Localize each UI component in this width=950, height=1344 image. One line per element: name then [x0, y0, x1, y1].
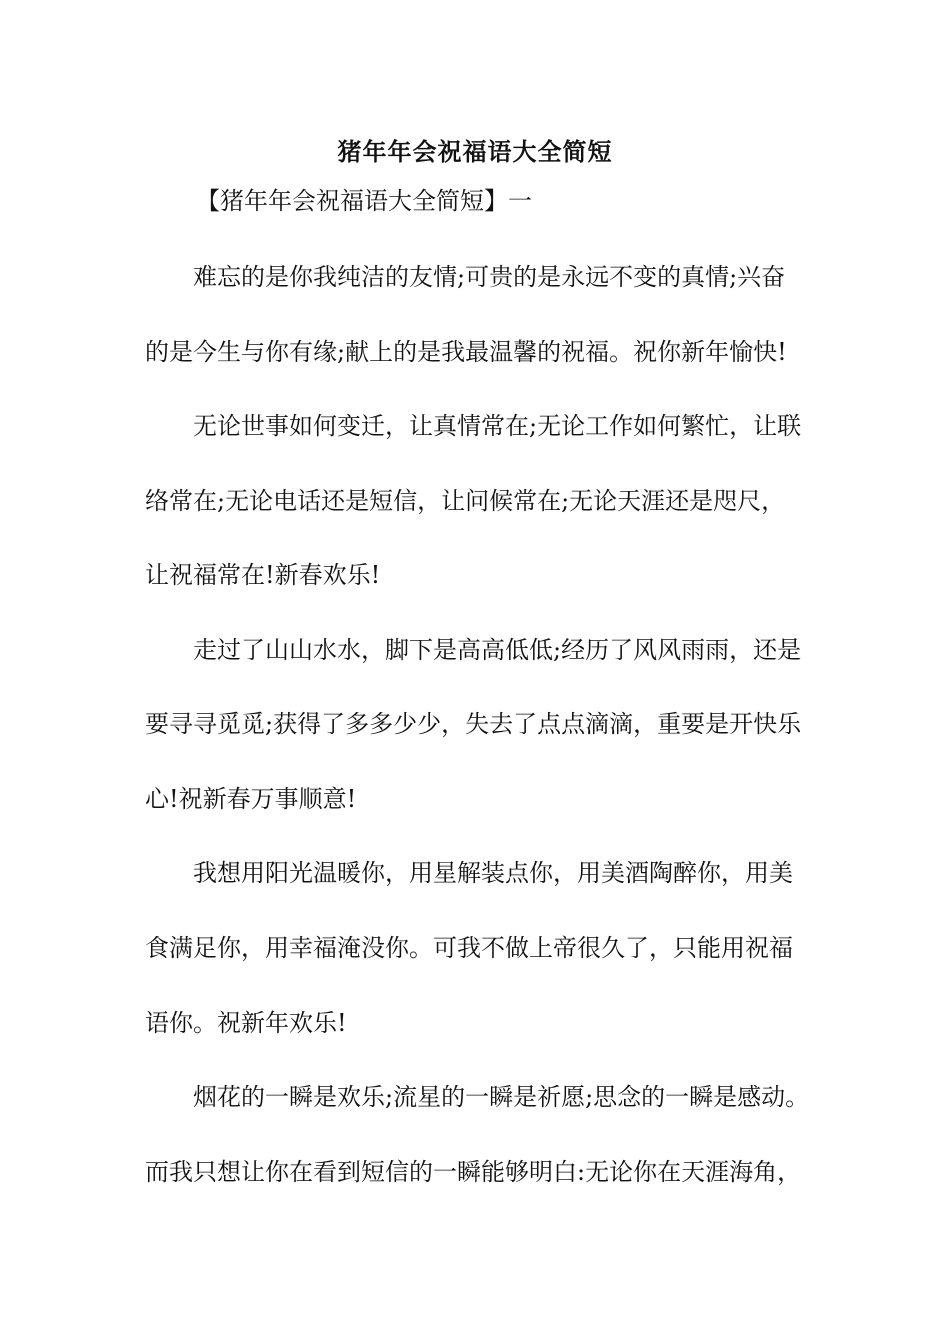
- document-title: 猪年年会祝福语大全简短: [337, 137, 613, 166]
- paragraph-1-line-2: 的是今生与你有缘;献上的是我最温馨的祝福。祝你新年愉快!: [145, 338, 787, 366]
- paragraph-5-line-1: 烟花的一瞬是欢乐;流星的一瞬是祈愿;思念的一瞬是感动。: [193, 1083, 810, 1111]
- paragraph-3-line-2: 要寻寻觅觅;获得了多多少少，失去了点点滴滴，重要是开快乐: [145, 710, 802, 738]
- paragraph-4-line-1: 我想用阳光温暖你，用星解装点你，用美酒陶醉你，用美: [193, 859, 793, 887]
- paragraph-3-line-3: 心!祝新春万事顺意!: [145, 785, 357, 813]
- paragraph-4-line-3: 语你。祝新年欢乐!: [145, 1009, 347, 1037]
- paragraph-4-line-2: 食满足你，用幸福淹没你。可我不做上帝很久了，只能用祝福: [145, 934, 793, 962]
- section-heading: 【猪年年会祝福语大全简短】一: [196, 187, 532, 215]
- paragraph-1-line-1: 难忘的是你我纯洁的友情;可贵的是永远不变的真情;兴奋: [193, 263, 786, 291]
- paragraph-3-line-1: 走过了山山水水，脚下是高高低低;经历了风风雨雨，还是: [193, 636, 802, 664]
- paragraph-2-line-1: 无论世事如何变迁，让真情常在;无论工作如何繁忙，让联: [193, 412, 802, 440]
- paragraph-2-line-3: 让祝福常在!新春欢乐!: [145, 561, 381, 589]
- paragraph-2-line-2: 络常在;无论电话还是短信，让问候常在;无论天涯还是咫尺，: [145, 487, 786, 515]
- paragraph-5-line-2: 而我只想让你在看到短信的一瞬能够明白:无论你在天涯海角，: [145, 1158, 802, 1186]
